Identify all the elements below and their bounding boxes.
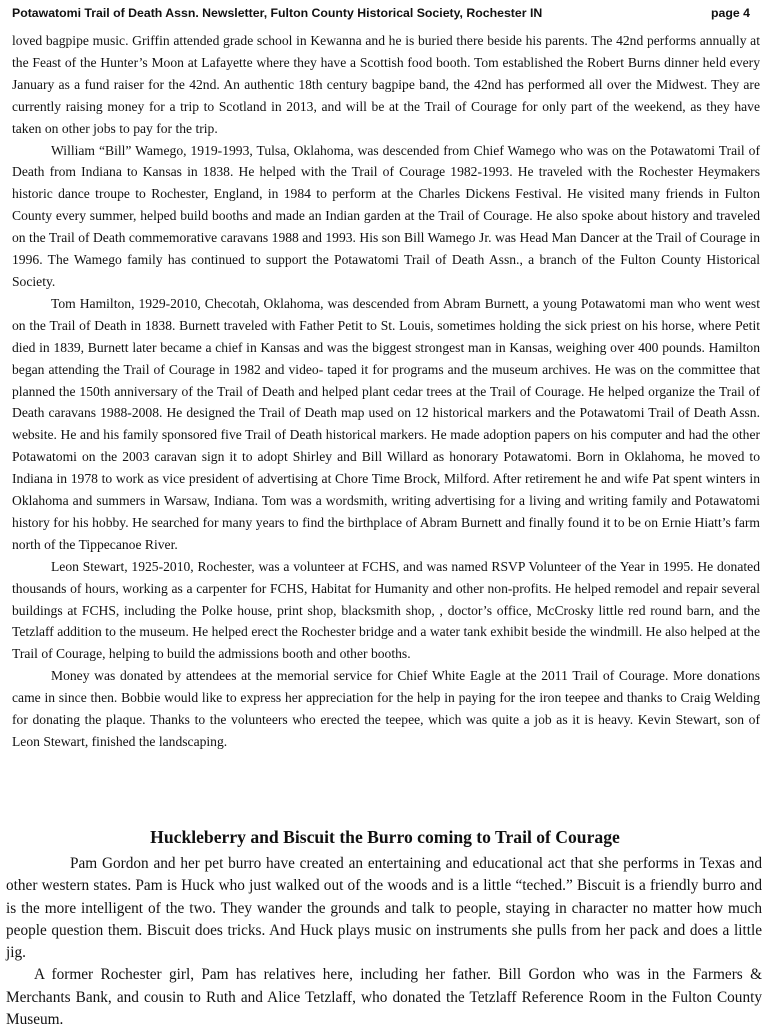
article-heading: Huckleberry and Biscuit the Burro coming to Trail of Courage	[150, 827, 620, 847]
paragraph-tom-hamilton: Tom Hamilton, 1929-2010, Checotah, Oklahoma, was descended from Abram Burnett, a young Potawatomi man who went west on the Trail of Death in 1838. Burnett traveled with Father Petit to St. Louis, sometimes holding the sick priest on his horse, where Petit died in 1839, Burnett later became a chief in Kansas and was the biggest strongest man in Kansas, weighing over 400 pounds. Hamilton began attending the Trail of Courage in 1982 and video- taped it for programs and the museum archives. He was on the committee that planned the 150th anniversary of the Trail of Death and helped plant cedar trees at the Trail of Courage. He helped organize the Trail of Death caravans 1988-2008. He designed the Trail of Death map used on 12 historical markers and the Potawatomi Trail of Death Assn. website. He and his family sponsored five Trail of Death historical markers. He made adoption papers on his computer and had the other Potawatomi on the 2003 caravan sign it to adopt Shirley and Bill Willard as honorary Potawatomi. Born in Oklahoma, he moved to Indiana in 1978 to work as vice president of advertising at Chore Time Brock, Milford. After retirement he and wife Pat spent winters in Oklahoma and summers in Warsaw, Indiana. Tom was a wordsmith, writing advertising for a living and writing family and Potawatomi history for his hobby. He searched for many years to find the birthplace of Abram Burnett and finally found it to be on Ernie Hiatt’s farm north of the Tippecanoe River.	[12, 295, 760, 552]
paragraph-donations: Money was donated by attendees at the memorial service for Chief White Eagle at the 2011 Trail of Courage. More donations came in since then. Bobbie would like to express her appreciation for the help in paying for the iron teepee and thanks to Craig Welding for donating the plaque. Thanks to the volunteers who erected the teepee, which was quite a job as it is heavy. Kevin Stewart, son of Leon Stewart, finished the landscaping.	[12, 668, 760, 749]
page-header	[12, 6, 758, 24]
paragraph-leon-stewart: Leon Stewart, 1925-2010, Rochester, was a volunteer at FCHS, and was named RSVP Volunteer of the Year in 1995. He donated thousands of hours, working as a carpenter for FCHS, Habitat for Humanity and other non-profits. He helped remodel and repair several buildings at FCHS, including the Polke house, print shop, blacksmith shop, , doctor’s office, McCrosky little red round barn, and the Tetzlaff addition to the museum. He helped erect the Rochester bridge and a water tank exhibit beside the windmill. He also helped at the Trail of Courage, helping to build the admissions booth and other booths.	[12, 558, 760, 662]
paragraph-bill-wamego: William “Bill” Wamego, 1919-1993, Tulsa, Oklahoma, was descended from Chief Wamego who was on the Potawatomi Trail of Death from Indiana to Kansas in 1838. He helped with the Trail of Courage 1982-1993. He traveled with the Rochester Heymakers historic dance troupe to Rochester, England, in 1984 to perform at the Charles Dickens Festival. He visited many friends in Fulton County every summer, helped build booths and made an Indian garden at the Trail of Courage. He also spoke about history and traveled on the Trail of Death commemorative caravans 1988 and 1993. His son Bill Wamego Jr. was Head Man Dancer at the Trail of Courage in 1996. The Wamego family has continued to support the Potawatomi Trail of Death Assn., a branch of the Fulton County Historical Society.	[12, 142, 760, 289]
article-body	[6, 853, 762, 1031]
memorial-section	[12, 30, 760, 753]
newsletter-title: Potawatomi Trail of Death Assn. Newsletter, Fulton County Historical Society, Rochester IN	[12, 6, 543, 20]
article-paragraph: Pam Gordon and her pet burro have created an entertaining and educational act that she performs in Texas and other western states. Pam is Huck who just walked out of the woods and is a little “teched.” Biscuit is a friendly burro and is the more intelligent of the two. They wander the grounds and talk to people, staying in character no matter how much people question them. Biscuit does tricks. And Huck plays music on instruments she pulls from her pack and does a little jig.	[6, 855, 762, 962]
page-number: page 4	[711, 6, 750, 20]
article-paragraph: A former Rochester girl, Pam has relatives here, including her father. Bill Gordon who was in the Farmers & Merchants Bank, and cousin to Ruth and Alice Tetzlaff, who donated the Tetzlaff Reference Room in the Fulton County Museum.	[6, 966, 762, 1029]
paragraph-griffin-continued: loved bagpipe music. Griffin attended grade school in Kewanna and he is buried there beside his parents. The 42nd performs annually at the Feast of the Hunter’s Moon at Lafayette where they have a Scottish food booth. Tom established the Robert Burns dinner held every January as a fund raiser for the 42nd. An authentic 18th century bagpipe band, the 42nd has performed all over the Midwest. They are currently raising money for a trip to Scotland in 2013, and will be at the Trail of Courage for only part of the weekend, as they have taken on other jobs to pay for the trip.	[12, 33, 760, 136]
